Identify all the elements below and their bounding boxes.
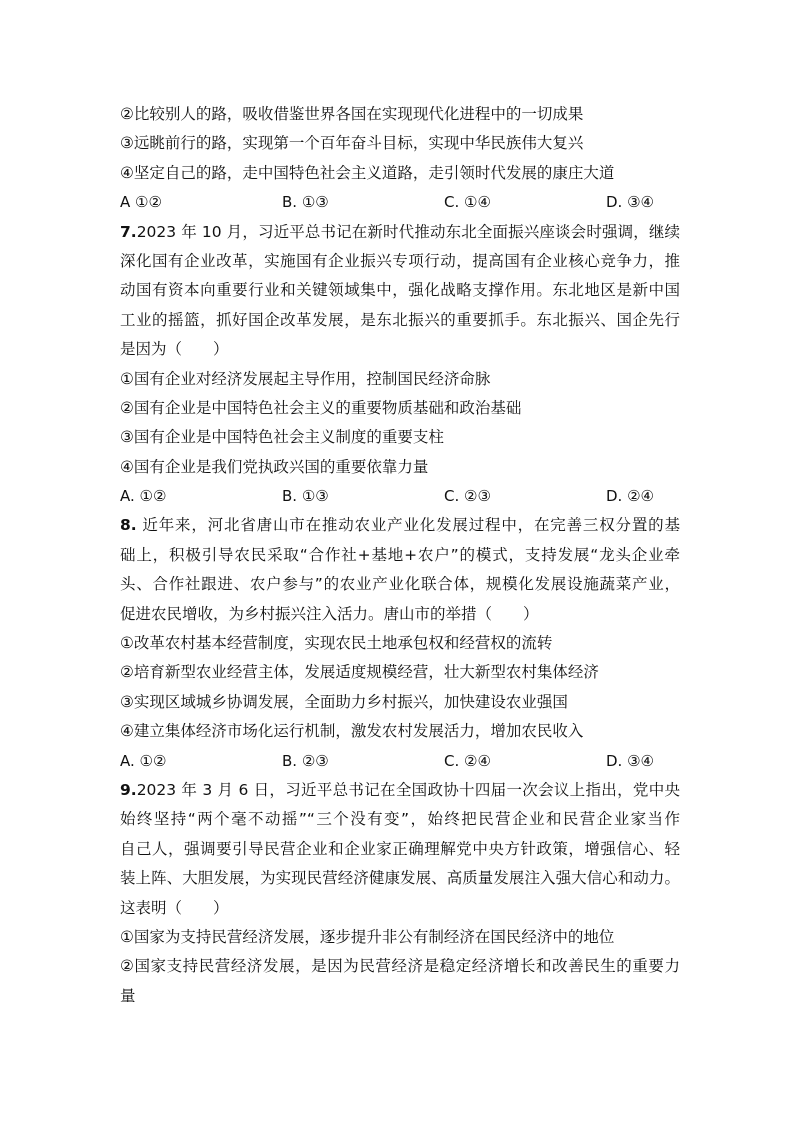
option-c[interactable]: C. ①④ xyxy=(444,193,491,212)
option-d[interactable]: D. ②④ xyxy=(606,487,654,506)
choice-item: ②国有企业是中国特色社会主义的重要物质基础和政治基础 xyxy=(120,398,522,417)
choice-item: ①改革农村基本经营制度，实现农民土地承包权和经营权的流转 xyxy=(120,634,553,653)
question-stem-line: 动国有资本向重要行业和关键领域集中，强化战略支撑作用。东北地区是新中国 xyxy=(120,281,680,300)
choice-item: ②培育新型农业经营主体，发展适度规模经营，壮大新型农村集体经济 xyxy=(120,663,599,682)
option-d[interactable]: D. ③④ xyxy=(606,193,654,212)
option-b[interactable]: B. ①③ xyxy=(282,487,329,506)
question-9 xyxy=(120,776,680,1011)
choice-item: ②国家支持民营经济发展，是因为民营经济是稳定经济增长和改善民生的重要力 xyxy=(120,957,680,976)
question-stem-line: 这表明（ ） xyxy=(120,898,229,917)
question-8 xyxy=(120,511,680,776)
answer-options xyxy=(120,188,680,217)
carryover-item: ④坚定自己的路，走中国特色社会主义道路，走引领时代发展的康庄大道 xyxy=(120,163,615,182)
option-a[interactable]: A. ①② xyxy=(120,751,167,770)
question-stem-line: 9.2023 年 3 月 6 日，习近平总书记在全国政协十四届一次会议上指出，党中央 xyxy=(120,780,680,799)
question-stem-line: 自己人，强调要引导民营企业和企业家正确理解党中央方针政策，增强信心、轻 xyxy=(120,839,680,858)
option-b[interactable]: B. ②③ xyxy=(282,751,329,770)
answer-options xyxy=(120,747,680,776)
question-stem-line: 7.2023 年 10 月，习近平总书记在新时代推动东北全面振兴座谈会时强调，继续 xyxy=(120,222,680,241)
question-number: 8. xyxy=(120,516,137,535)
option-a[interactable]: A ①② xyxy=(120,193,162,212)
question-stem-line: 工业的摇篮，抓好国企改革发展，是东北振兴的重要抓手。东北振兴、国企先行 xyxy=(120,310,680,329)
question-stem-line: 始终坚持“两个毫不动摇”“三个没有变”，始终把民营企业和民营企业家当作 xyxy=(120,810,680,829)
exam-page xyxy=(120,100,680,1011)
option-d[interactable]: D. ③④ xyxy=(606,751,654,770)
choice-item: ①国有企业对经济发展起主导作用，控制国民经济命脉 xyxy=(120,369,491,388)
question-stem-line: 是因为（ ） xyxy=(120,340,229,359)
option-a[interactable]: A. ①② xyxy=(120,487,167,506)
question-stem-line: 促进农民增收，为乡村振兴注入活力。唐山市的举措（ ） xyxy=(120,604,539,623)
choice-item: ①国家为支持民营经济发展，逐步提升非公有制经济在国民经济中的地位 xyxy=(120,927,615,946)
question-7 xyxy=(120,218,680,512)
question-number: 7. xyxy=(120,222,137,241)
carryover-items xyxy=(120,100,680,218)
carryover-item: ②比较别人的路，吸收借鉴世界各国在实现现代化进程中的一切成果 xyxy=(120,105,584,123)
question-stem-line: 础上，积极引导农民采取“合作社+基地+农户”的模式，支持发展“龙头企业牵 xyxy=(120,545,680,564)
question-stem-line: 深化国有企业改革，实施国有企业振兴专项行动，提高国有企业核心竞争力，推 xyxy=(120,251,680,270)
choice-item: ④建立集体经济市场化运行机制，激发农村发展活力，增加农民收入 xyxy=(120,722,584,741)
choice-item: ③国有企业是中国特色社会主义制度的重要支柱 xyxy=(120,428,444,447)
choice-item: ③实现区域城乡协调发展，全面助力乡村振兴，加快建设农业强国 xyxy=(120,692,568,711)
option-c[interactable]: C. ②④ xyxy=(444,751,491,770)
option-c[interactable]: C. ②③ xyxy=(444,487,491,506)
carryover-item: ③远眺前行的路，实现第一个百年奋斗目标，实现中华民族伟大复兴 xyxy=(120,134,584,153)
answer-options xyxy=(120,482,680,511)
question-number: 9. xyxy=(120,780,137,799)
question-stem-line: 装上阵、大胆发展，为实现民营经济健康发展、高质量发展注入强大信心和动力。 xyxy=(120,869,680,888)
question-stem-line: 头、合作社跟进、农户参与”的农业产业化联合体，规模化发展设施蔬菜产业， xyxy=(120,575,680,594)
question-stem-line: 8. 近年来，河北省唐山市在推动农业产业化发展过程中，在完善三权分置的基 xyxy=(120,516,680,535)
choice-item: ④国有企业是我们党执政兴国的重要依靠力量 xyxy=(120,457,429,476)
option-b[interactable]: B. ①③ xyxy=(282,193,329,212)
choice-item-continuation: 量 xyxy=(120,986,136,1005)
